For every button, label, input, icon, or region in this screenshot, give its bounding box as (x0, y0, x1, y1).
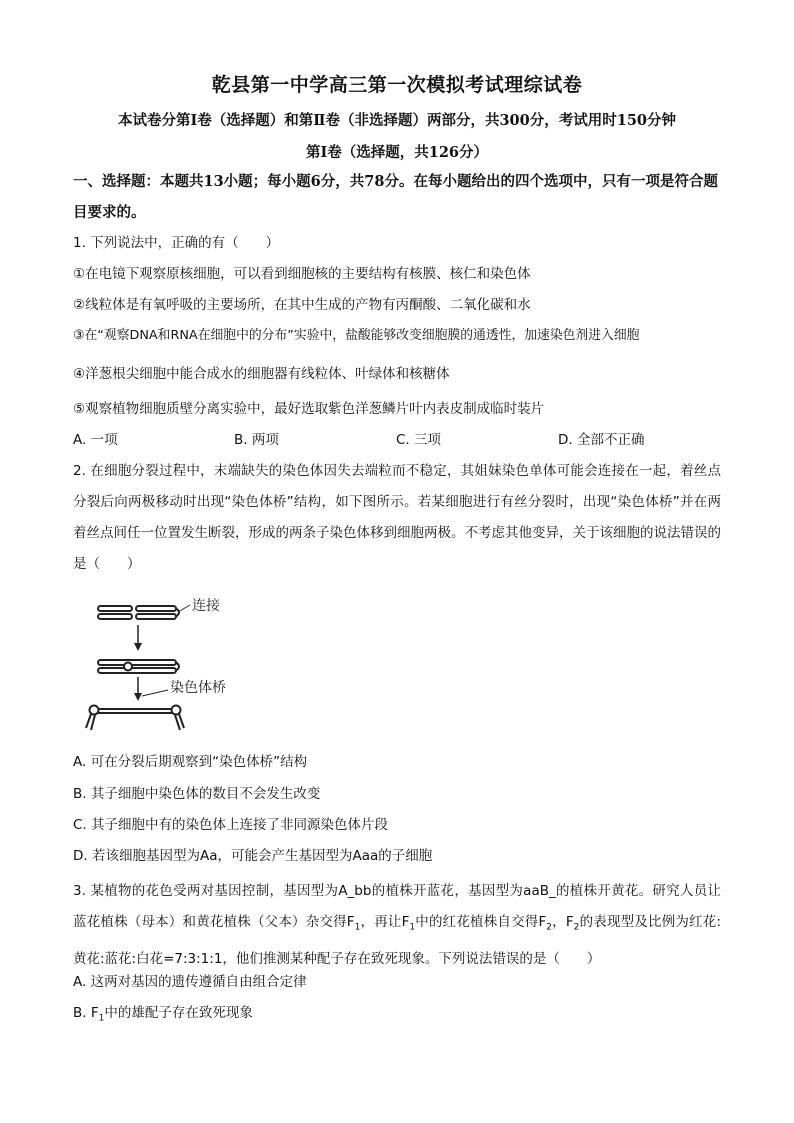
q3-stem-part-2: ，再让F (360, 914, 410, 930)
q2-option-c: C. 其子细胞中有的染色体上连接了非同源染色体片段 (73, 817, 389, 833)
q3-sub-f2-a: 2 (546, 922, 552, 933)
q3-option-b-prefix: B. F (73, 1005, 99, 1021)
q1-item-3: ③在“观察DNA和RNA在细胞中的分布”实验中，盐酸能够改变细胞膜的通透性，加速染色剂进入细胞 (73, 328, 640, 343)
q3-stem (73, 876, 721, 975)
q1-option-b: B. 两项 (234, 432, 279, 448)
q1-item-4: ④洋葱根尖细胞中能合成水的细胞器有线粒体、叶绿体和核糖体 (73, 366, 450, 382)
q2-option-d: D. 若该细胞基因型为Aa，可能会产生基因型为Aaa的子细胞 (73, 848, 433, 864)
label-connect: 连接 (192, 598, 220, 614)
part-heading: 第Ⅰ卷（选择题，共126分） (305, 144, 489, 161)
section-heading: 一、选择题：本题共13小题；每小题6分，共78分。在每小题给出的四个选项中，只有一项是符合题目要求的。 (73, 173, 718, 221)
q3-option-b (73, 1003, 723, 1029)
exam-subtitle: 本试卷分第Ⅰ卷（选择题）和第Ⅱ卷（非选择题）两部分，共300分，考试用时150分钟 (117, 112, 677, 129)
arrow-1-head (134, 643, 142, 651)
q1-option-a: A. 一项 (73, 432, 118, 448)
chromosome-pair-top (98, 605, 190, 619)
q1-option-d: D. 全部不正确 (558, 432, 645, 448)
chromosome-joined-middle (98, 660, 179, 673)
q1-stem: 1. 下列说法中，正确的有（ ） (73, 235, 280, 251)
q2-option-b: B. 其子细胞中染色体的数目不会发生改变 (73, 786, 321, 802)
q3-stem-part-4: ，F (551, 914, 574, 930)
q3-option-b-rest: 中的雄配子存在致死现象 (104, 1005, 253, 1021)
page-title: 乾县第一中学高三第一次模拟考试理综试卷 (211, 74, 583, 96)
q3-option-b-sub: 1 (98, 1013, 105, 1024)
q1-item-5: ⑤观察植物细胞质壁分离实验中，最好选取紫色洋葱鳞片叶内表皮制成临时装片 (73, 401, 545, 417)
q3-option-a: A. 这两对基因的遗传遵循自由组合定律 (73, 974, 307, 990)
label-chromosome-bridge: 染色体桥 (170, 680, 226, 696)
q1-item-1: ①在电镜下观察原核细胞，可以看到细胞核的主要结构有核膜、核仁和染色体 (73, 266, 531, 282)
chromosome-bridge (86, 706, 184, 731)
q3-stem-part-5: 的表现型及比例为红花:黄花:蓝花:白花=7:3:1:1，他们推测某种配子存在致死现象。下列说法错误的是（ ） (73, 914, 722, 967)
chromosome-bridge-figure (80, 596, 240, 736)
q3-stem-part-3: 中的红花植株自交得F (415, 914, 547, 930)
q1-item-2: ②线粒体是有氧呼吸的主要场所，在其中生成的产物有丙酮酸、二氧化碳和水 (73, 297, 531, 313)
arrow-2-head (134, 693, 142, 701)
q3-stem-part-1: 3. 某植物的花色受两对基因控制，基因型为A_bb的植株开蓝花，基因型为aaB_的植株开黄花。研究人员让蓝花植株（母本）和黄花植株（父本）杂交得F (73, 883, 721, 930)
q3-sub-f2-b: 2 (573, 922, 580, 933)
q3-sub-f1-a: 1 (354, 922, 361, 933)
q3-sub-f1-b: 1 (409, 922, 416, 933)
q2-option-a: A. 可在分裂后期观察到“染色体桥”结构 (73, 754, 308, 770)
label-leader (142, 690, 168, 696)
q1-option-c: C. 三项 (396, 432, 442, 448)
q2-stem: 2. 在细胞分裂过程中，末端缺失的染色体因失去端粒而不稳定，其姐妹染色单体可能会连接在一起，着丝点分裂后向两极移动时出现“染色体桥”结构，如下图所示。若某细胞进行有丝分裂时，出现“染色体桥”并在两着丝点间任一位置发生断裂，形成的两条子染色体移到细胞两极。不考虑其他变异，关于该细胞的说法错误的是（ ） (73, 463, 721, 572)
